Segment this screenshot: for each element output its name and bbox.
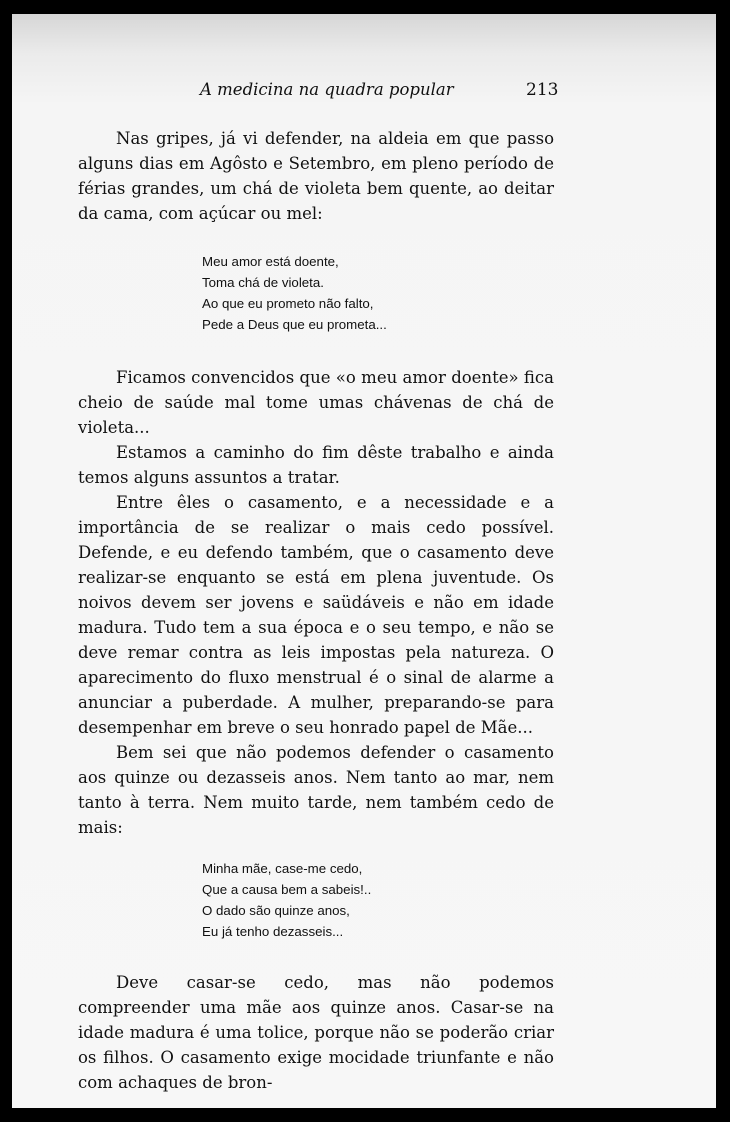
paragraph: Nas gripes, já vi defender, na aldeia em que passo alguns dias em Agôsto e Setembro, em pleno período de férias grandes, um chá de violeta bem quente, ao deitar da cama, com açúcar ou mel:	[78, 129, 554, 223]
running-title: A medicina na quadra popular	[200, 80, 454, 99]
verse-line: Meu amor está doente,	[202, 254, 339, 269]
paragraph: Deve casar-se cedo, mas não podemos compreender uma mãe aos quinze anos. Casar-se na idade madura é uma tolice, porque não se poderão criar os filhos. O casamento exige mocidade triunfante e não com achaques de bron-	[78, 973, 554, 1092]
page-header	[12, 76, 716, 106]
paragraph: Ficamos convencidos que «o meu amor doente» fica cheio de saúde mal tome umas chávenas de chá de violeta...	[78, 368, 554, 437]
verse-line: Toma chá de violeta.	[202, 275, 324, 290]
page-body	[78, 126, 554, 1095]
verse-line: Que a causa bem a sabeis!..	[202, 882, 372, 897]
verse-line: O dado são quinze anos,	[202, 903, 350, 918]
paragraph: Bem sei que não podemos defender o casamento aos quinze ou dezasseis anos. Nem tanto ao mar, nem tanto à terra. Nem muito tarde, nem também cedo de mais:	[78, 743, 554, 837]
verse-quatrain	[78, 858, 554, 942]
verse-quatrain	[78, 251, 554, 335]
paragraph: Estamos a caminho do fim dêste trabalho e ainda temos alguns assuntos a tratar.	[78, 443, 554, 487]
verse-line: Pede a Deus que eu prometa...	[202, 317, 387, 332]
paragraph: Entre êles o casamento, e a necessidade e a importância de se realizar o mais cedo possível. Defende, e eu defendo também, que o casamento deve realizar-se enquanto se está em plena juventude. Os noivos devem ser jovens e saüdáveis e não em idade madura. Tudo tem a sua época e o seu tempo, e não se deve remar contra as leis impostas pela natureza. O aparecimento do fluxo menstrual é o sinal de alarme a anunciar a puberdade. A mulher, preparando-se para desempenhar em breve o seu honrado papel de Mãe...	[78, 493, 554, 737]
verse-line: Eu já tenho dezasseis...	[202, 924, 344, 939]
verse-line: Ao que eu prometo não falto,	[202, 296, 374, 311]
verse-line: Minha mãe, case-me cedo,	[202, 861, 363, 876]
book-page	[12, 14, 716, 1108]
page-number: 213	[526, 80, 559, 100]
